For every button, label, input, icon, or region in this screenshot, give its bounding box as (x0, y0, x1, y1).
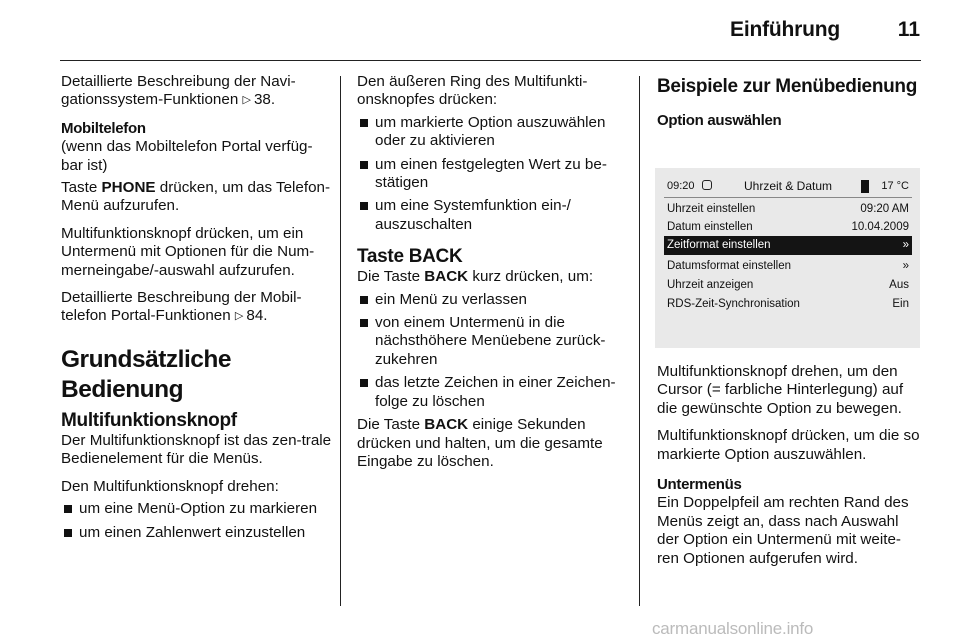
list-item: von einem Untermenü in die nächsthöhere Menüebene zurück-zukehren (357, 314, 633, 369)
screen-divider (664, 197, 912, 198)
list-item: um eine Menü-Option zu markieren (61, 500, 333, 518)
navi-ref-paragraph: Detaillierte Beschreibung der Navi-gationssystem-Funktionen ▷ 38. (61, 73, 333, 111)
double-arrow-icon: » (902, 239, 909, 251)
back-heading: Taste BACK (357, 246, 463, 268)
untermenus-heading: Untermenüs (657, 476, 742, 494)
screen-title: Uhrzeit & Datum (743, 179, 833, 193)
mobiltelefon-heading: Mobiltelefon (wenn das Mobiltelefon Portal verfüg-bar ist) (61, 119, 313, 174)
option-heading: Option auswählen (657, 112, 782, 129)
phone-key: PHONE (101, 179, 156, 197)
page-number: 11 (897, 18, 920, 41)
section-heading: Grundsätzliche Bedienung (61, 345, 231, 403)
column-1 (61, 73, 333, 547)
header-rule (60, 60, 921, 61)
ring-list (357, 114, 633, 234)
column-3-lower (657, 363, 922, 577)
list-item: um markierte Option auszuwählen oder zu aktivieren (357, 114, 633, 151)
menu-row-selected[interactable]: Zeitformat einstellen » (664, 236, 912, 255)
page-ref-icon[interactable]: ▷ 84. (235, 307, 268, 324)
list-item: um einen festgelegten Wert zu be-stätigen (357, 156, 633, 193)
turn-cursor-paragraph: Multifunktionsknopf drehen, um den Cursor (= farbliche Hinterlegung) auf die gewünschte Option zu bewegen. (657, 363, 904, 417)
screen-temp: 17 °C (881, 180, 909, 192)
phone-paragraph: Taste PHONE drücken, um das Telefon-Menü aufzurufen. (61, 179, 331, 215)
back-list (357, 291, 633, 411)
list-item: um eine Systemfunktion ein-/ auszuschalten (357, 197, 633, 234)
screen-time: 09:20 (667, 180, 695, 192)
page-header-title: Einführung (730, 18, 840, 41)
display-screenshot (655, 168, 920, 348)
subsection-heading: Multifunktionsknopf (61, 409, 237, 431)
column-2 (357, 73, 633, 480)
back-key: BACK (424, 416, 469, 434)
temperature-icon (861, 180, 869, 193)
column-3 (657, 73, 922, 130)
turn-list (61, 500, 333, 542)
menu-row[interactable]: Uhrzeit anzeigen Aus (667, 279, 909, 291)
back-paragraph: Die Taste BACK kurz drücken, um: (357, 268, 594, 286)
ring-paragraph: Den äußeren Ring des Multifunkti-onsknopfes drücken: (357, 73, 588, 109)
back-hold-paragraph: Die Taste BACK einige Sekunden drücken und halten, um die gesamte Eingabe zu löschen. (357, 416, 603, 470)
multi-paragraph: Multifunktionsknopf drücken, um ein Untermenü mit Optionen für die Num-merneingabe/-auswahl aufzurufen. (61, 224, 315, 279)
knob-paragraph: Der Multifunktionsknopf ist das zen-trale Bedienelement für die Menüs. (61, 431, 332, 468)
menu-row[interactable]: Datum einstellen 10.04.2009 (667, 221, 909, 233)
column-divider-1 (340, 76, 341, 606)
back-key: BACK (424, 268, 469, 286)
menu-row[interactable]: Datumsformat einstellen » (664, 257, 912, 276)
list-item: ein Menü zu verlassen (357, 291, 633, 309)
list-item: das letzte Zeichen in einer Zeichen-folge zu löschen (357, 374, 633, 411)
turn-paragraph: Den Multifunktionsknopf drehen: (61, 477, 279, 495)
menu-row[interactable]: Uhrzeit einstellen 09:20 AM (667, 203, 909, 215)
press-paragraph: Multifunktionsknopf drücken, um die so markierte Option auszuwählen. (657, 427, 920, 463)
double-arrow-icon: » (902, 260, 909, 272)
column-divider-2 (639, 76, 640, 606)
menu-row[interactable]: RDS-Zeit-Synchronisation Ein (667, 298, 909, 310)
untermenus-paragraph: Ein Doppelpfeil am rechten Rand des Menüs zeigt an, dass nach Auswahl der Option ein Untermenü mit weite-ren Optionen aufgerufen wird. (657, 494, 909, 567)
list-item: um einen Zahlenwert einzustellen (61, 524, 333, 542)
mobil-ref-paragraph: Detaillierte Beschreibung der Mobil-telefon Portal-Funktionen ▷ 84. (61, 289, 333, 327)
screen-status-bar (664, 177, 912, 196)
page-ref-icon[interactable]: ▷ 38. (243, 91, 276, 108)
watermark: carmanualsonline.info (652, 619, 814, 638)
examples-heading: Beispiele zur Menübedienung (657, 76, 918, 97)
